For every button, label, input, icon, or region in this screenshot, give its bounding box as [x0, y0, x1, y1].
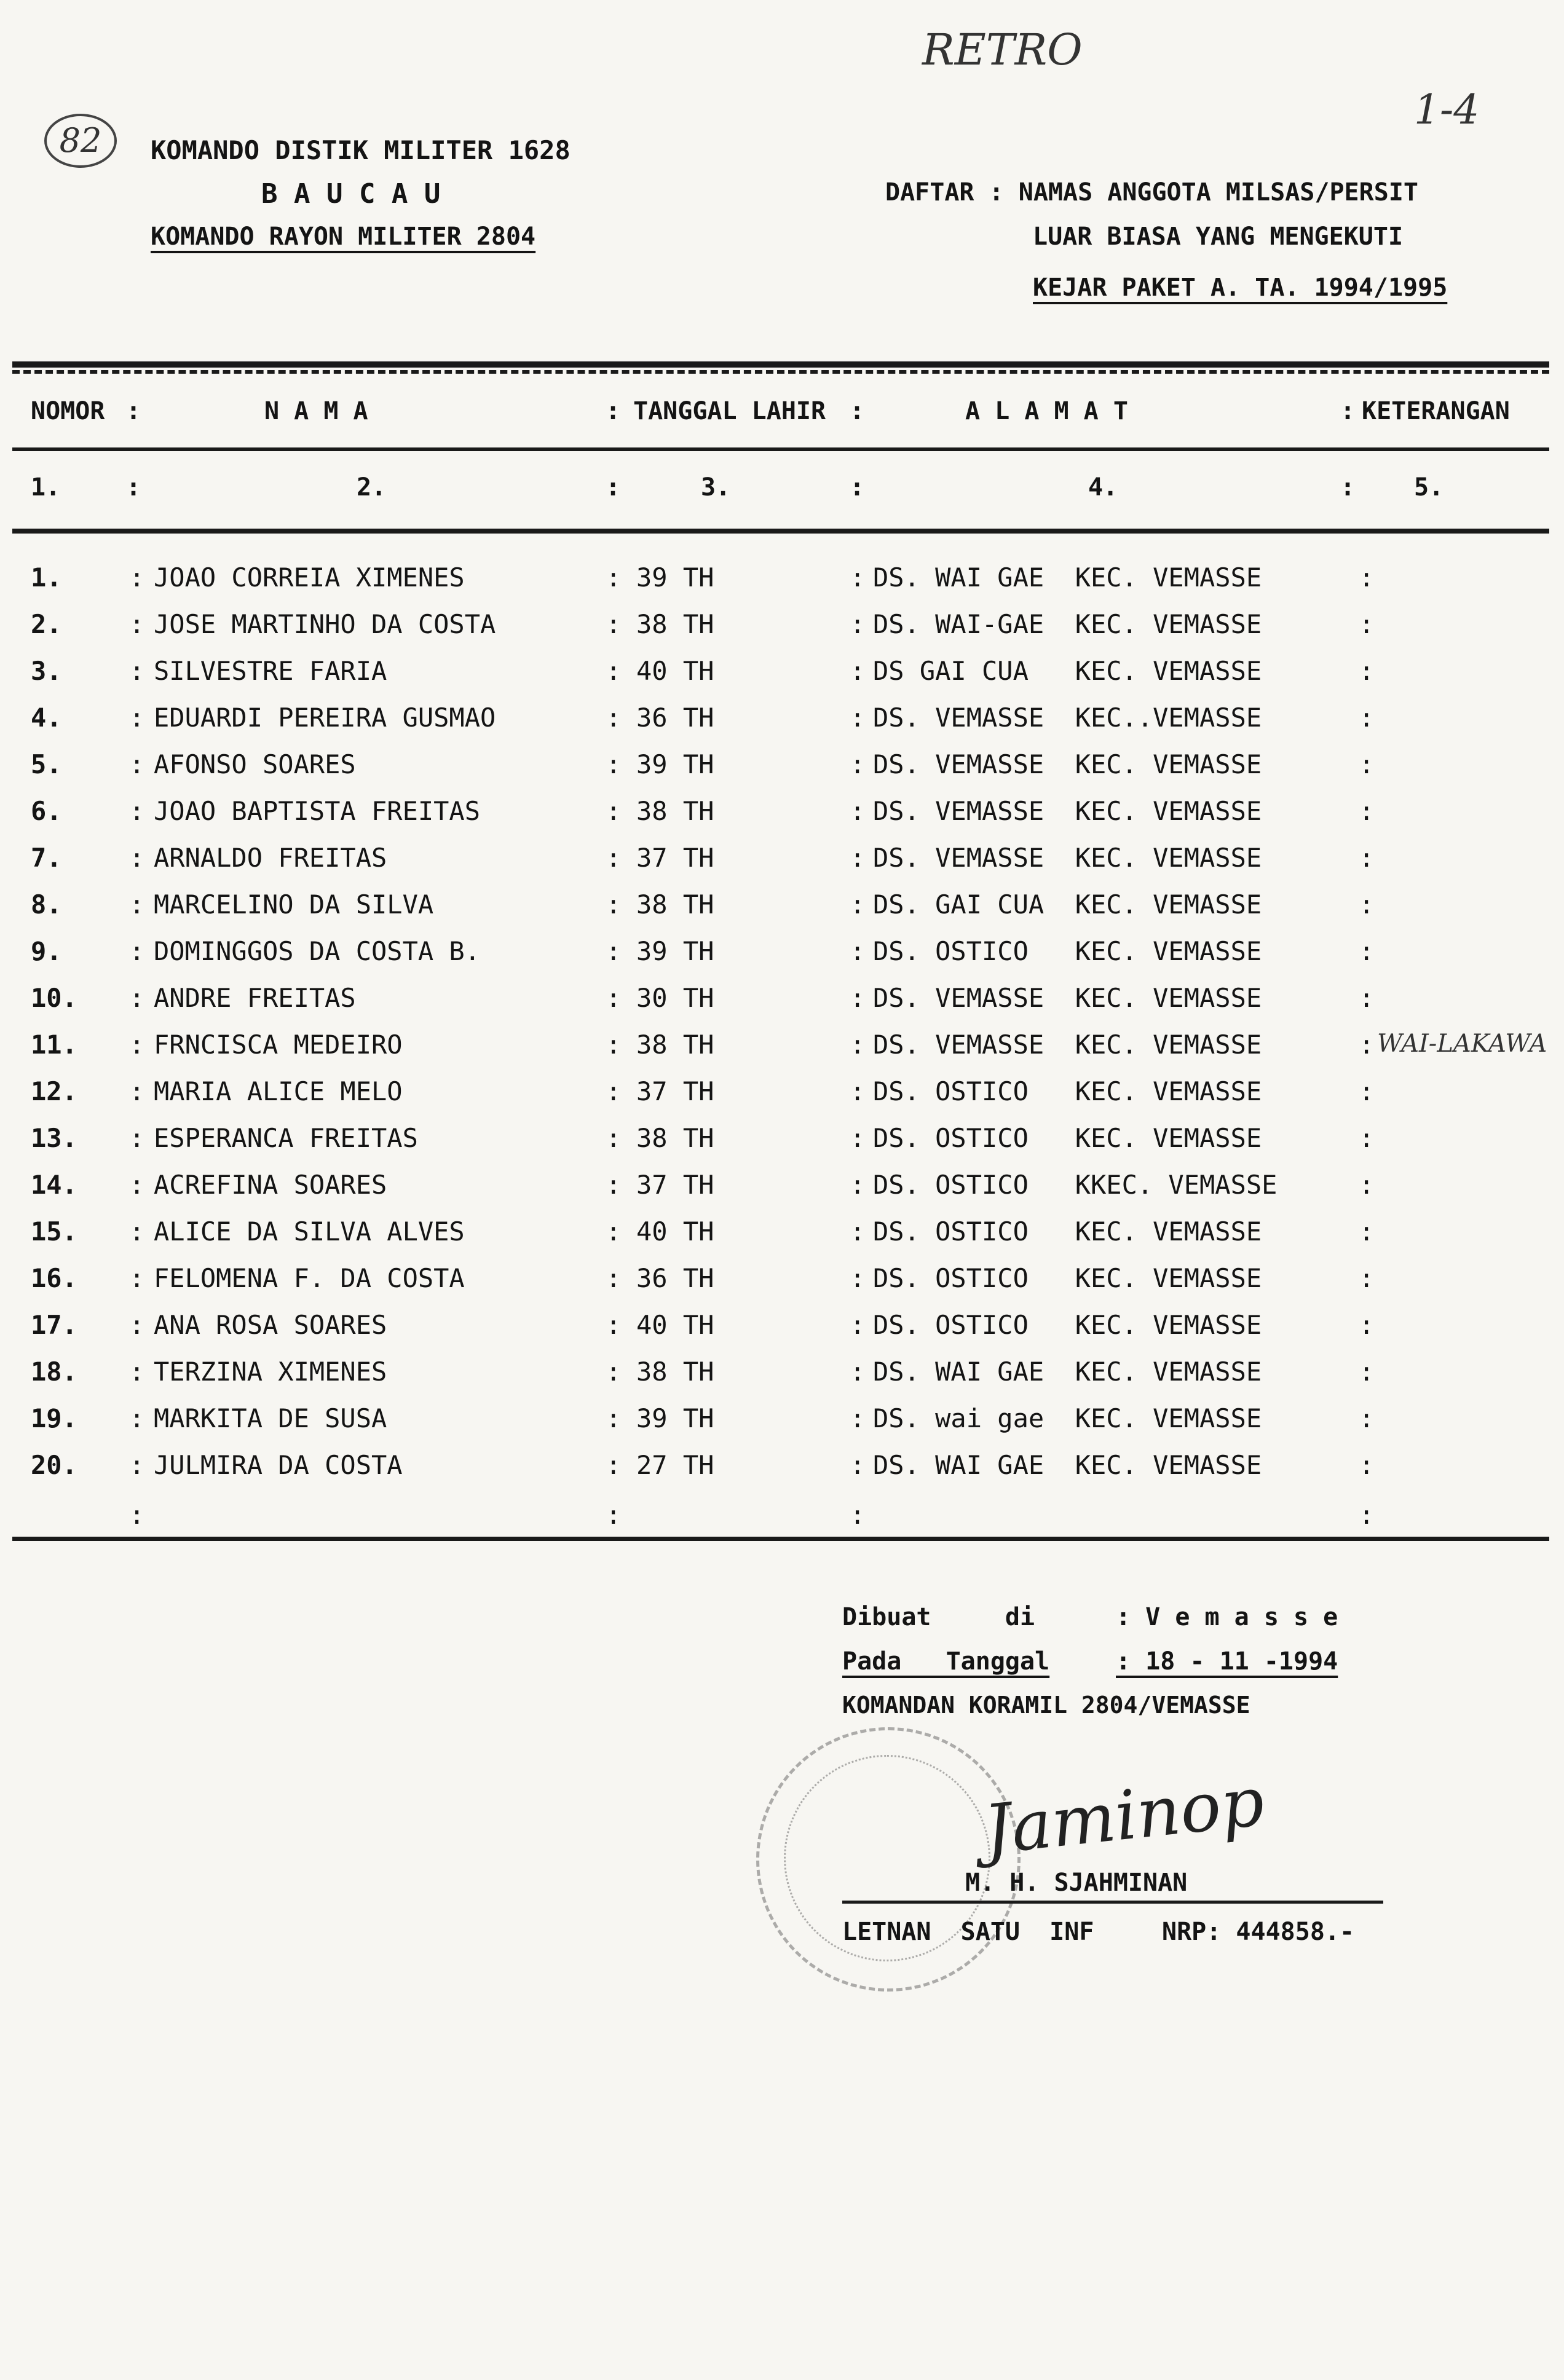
row-address: DS. OSTICO KEC. VEMASSE: [873, 1123, 1262, 1153]
header-sep-2: :: [606, 397, 621, 425]
body-top-rule: [12, 529, 1549, 534]
row-sep: :: [129, 1263, 145, 1293]
row-sep: :: [129, 1403, 145, 1433]
row-number: 15.: [31, 1216, 77, 1247]
row-name: ACREFINA SOARES: [154, 1170, 387, 1200]
row-sep: :: [850, 1357, 866, 1387]
row-address: DS. VEMASSE KEC. VEMASSE: [873, 983, 1262, 1013]
table-top-dashed-rule: [12, 370, 1549, 374]
table-row: [0, 936, 1564, 983]
row-name: TERZINA XIMENES: [154, 1357, 387, 1387]
row-sep: :: [129, 889, 145, 920]
row-sep: :: [1359, 609, 1375, 639]
signer-nrp: NRP: 444858.-: [1162, 1918, 1355, 1946]
signer-rank: LETNAN SATU INF: [842, 1918, 1094, 1946]
handwritten-page-ref: 1-4: [1414, 86, 1480, 133]
row-name: FRNCISCA MEDEIRO: [154, 1030, 403, 1060]
row-address: DS. OSTICO KEC. VEMASSE: [873, 936, 1262, 966]
row-sep: :: [606, 562, 622, 593]
row-sep: :: [606, 749, 622, 779]
row-age: 39 TH: [636, 936, 714, 966]
row-number: 18.: [31, 1357, 77, 1387]
row-age: 37 TH: [636, 843, 714, 873]
row-address: DS. OSTICO KEC. VEMASSE: [873, 1076, 1262, 1106]
row-sep: :: [850, 749, 866, 779]
row-sep: :: [850, 562, 866, 593]
row-sep: :: [850, 1310, 866, 1340]
row-sep: :: [606, 889, 622, 920]
row-sep: :: [606, 936, 622, 966]
row-number: 7.: [31, 843, 62, 873]
row-age: 37 TH: [636, 1170, 714, 1200]
row-sep: :: [850, 983, 866, 1013]
row-sep: :: [850, 609, 866, 639]
signer-name: M. H. SJAHMINAN: [965, 1869, 1188, 1897]
row-sep: :: [606, 983, 622, 1013]
commander-title: KOMANDAN KORAMIL 2804/VEMASSE: [842, 1692, 1250, 1719]
table-row: [0, 609, 1564, 656]
header-left-line3: KOMANDO RAYON MILITER 2804: [151, 223, 536, 251]
row-age: 40 TH: [636, 1216, 714, 1247]
row-sep: :: [129, 843, 145, 873]
table-row: [0, 1310, 1564, 1357]
table-row: [0, 1403, 1564, 1450]
row-name: JULMIRA DA COSTA: [154, 1450, 403, 1480]
row-sep: :: [606, 796, 622, 826]
row-address: DS. wai gae KEC. VEMASSE: [873, 1403, 1262, 1433]
row-sep: :: [129, 703, 145, 733]
row-number: 13.: [31, 1123, 77, 1153]
signature: Jaminop: [980, 1762, 1268, 1870]
handwritten-top-note: RETRO: [922, 25, 1083, 75]
row-address: DS. WAI-GAE KEC. VEMASSE: [873, 609, 1262, 639]
table-row: [0, 656, 1564, 703]
row-sep: :: [606, 1310, 622, 1340]
row-address: DS. WAI GAE KEC. VEMASSE: [873, 1357, 1262, 1387]
row-sep: :: [606, 1076, 622, 1106]
table-row: [0, 889, 1564, 936]
colnum-1: 1.: [31, 473, 61, 502]
trailing-sep-4: :: [1359, 1500, 1375, 1530]
row-age: 40 TH: [636, 1310, 714, 1340]
row-sep: :: [850, 889, 866, 920]
circled-number: 82: [44, 114, 117, 168]
header-left-line1: KOMANDO DISTIK MILITER 1628: [151, 135, 571, 165]
row-age: 36 TH: [636, 703, 714, 733]
made-at-label: Dibuat di: [842, 1603, 1035, 1631]
row-sep: :: [1359, 1310, 1375, 1340]
header-left-line2: B A U C A U: [261, 178, 441, 210]
row-sep: :: [606, 1030, 622, 1060]
row-sep: :: [850, 703, 866, 733]
row-sep: :: [1359, 1030, 1375, 1060]
row-name: MARKITA DE SUSA: [154, 1403, 387, 1433]
row-age: 38 TH: [636, 1123, 714, 1153]
row-sep: :: [1359, 843, 1375, 873]
row-sep: :: [129, 936, 145, 966]
colnum-2: 2.: [357, 473, 387, 502]
row-number: 3.: [31, 656, 62, 686]
row-name: JOAO CORREIA XIMENES: [154, 562, 465, 593]
trailing-sep-1: :: [129, 1500, 145, 1530]
row-sep: :: [129, 1450, 145, 1480]
row-sep: :: [850, 1403, 866, 1433]
row-sep: :: [129, 796, 145, 826]
row-number: 6.: [31, 796, 62, 826]
row-age: 36 TH: [636, 1263, 714, 1293]
table-row: [0, 1263, 1564, 1310]
row-sep: :: [850, 1123, 866, 1153]
row-sep: :: [1359, 703, 1375, 733]
row-sep: :: [606, 609, 622, 639]
header-right-line2: LUAR BIASA YANG MENGEKUTI: [1033, 223, 1404, 251]
row-sep: :: [1359, 656, 1375, 686]
row-sep: :: [129, 1030, 145, 1060]
row-number: 10.: [31, 983, 77, 1013]
row-name: ANA ROSA SOARES: [154, 1310, 387, 1340]
header-sep-3: :: [850, 397, 865, 425]
row-sep: :: [850, 1170, 866, 1200]
row-sep: :: [606, 843, 622, 873]
row-sep: :: [1359, 1123, 1375, 1153]
row-name: EDUARDI PEREIRA GUSMAO: [154, 703, 496, 733]
row-sep: :: [129, 562, 145, 593]
colnum-5: 5.: [1414, 473, 1444, 502]
colnum-sep-2: :: [606, 473, 621, 502]
row-sep: :: [129, 1216, 145, 1247]
row-sep: :: [606, 1450, 622, 1480]
colnum-4: 4.: [1088, 473, 1118, 502]
row-sep: :: [606, 1123, 622, 1153]
row-address: DS. VEMASSE KEC. VEMASSE: [873, 1030, 1262, 1060]
row-address: DS. OSTICO KKEC. VEMASSE: [873, 1170, 1278, 1200]
row-age: 38 TH: [636, 889, 714, 920]
row-sep: :: [1359, 562, 1375, 593]
row-sep: :: [606, 656, 622, 686]
trailing-sep-3: :: [850, 1500, 866, 1530]
row-age: 39 TH: [636, 1403, 714, 1433]
header-right-line3: KEJAR PAKET A. TA. 1994/1995: [1033, 274, 1448, 302]
row-address: DS. VEMASSE KEC. VEMASSE: [873, 749, 1262, 779]
row-sep: :: [1359, 1450, 1375, 1480]
table-row: [0, 1450, 1564, 1497]
row-name: ALICE DA SILVA ALVES: [154, 1216, 465, 1247]
row-address: DS. VEMASSE KEC. VEMASSE: [873, 843, 1262, 873]
row-age: 39 TH: [636, 749, 714, 779]
row-number: 12.: [31, 1076, 77, 1106]
header-keterangan: KETERANGAN: [1362, 397, 1510, 425]
row-name: ESPERANCA FREITAS: [154, 1123, 418, 1153]
header-sep-4: :: [1340, 397, 1356, 425]
table-row: [0, 1357, 1564, 1403]
row-name: AFONSO SOARES: [154, 749, 356, 779]
header-right-line1: DAFTAR : NAMAS ANGGOTA MILSAS/PERSIT: [885, 178, 1418, 207]
row-number: 9.: [31, 936, 62, 966]
header-alamat: A L A M A T: [965, 397, 1128, 425]
row-address: DS. OSTICO KEC. VEMASSE: [873, 1310, 1262, 1340]
row-note: WAI-LAKAWA: [1377, 1030, 1547, 1058]
row-number: 11.: [31, 1030, 77, 1060]
row-age: 38 TH: [636, 609, 714, 639]
trailing-sep-2: :: [606, 1500, 622, 1530]
table-row: [0, 1123, 1564, 1170]
row-sep: :: [129, 1170, 145, 1200]
row-sep: :: [850, 1450, 866, 1480]
row-number: 4.: [31, 703, 62, 733]
table-row: [0, 796, 1564, 843]
row-sep: :: [606, 1403, 622, 1433]
row-sep: :: [1359, 889, 1375, 920]
row-sep: :: [129, 656, 145, 686]
row-age: 30 TH: [636, 983, 714, 1013]
table-row: [0, 562, 1564, 609]
row-address: DS. VEMASSE KEC. VEMASSE: [873, 796, 1262, 826]
row-age: 38 TH: [636, 1030, 714, 1060]
row-age: 38 TH: [636, 796, 714, 826]
row-sep: :: [606, 1263, 622, 1293]
colnum-sep-3: :: [850, 473, 865, 502]
row-age: 40 TH: [636, 656, 714, 686]
row-sep: :: [1359, 1216, 1375, 1247]
row-sep: :: [850, 843, 866, 873]
row-sep: :: [850, 796, 866, 826]
row-sep: :: [606, 1170, 622, 1200]
row-sep: :: [1359, 1170, 1375, 1200]
row-address: DS. OSTICO KEC. VEMASSE: [873, 1216, 1262, 1247]
table-row: [0, 1030, 1564, 1076]
row-name: JOSE MARTINHO DA COSTA: [154, 609, 496, 639]
header-tanggal-lahir: TANGGAL LAHIR: [633, 397, 826, 425]
row-name: JOAO BAPTISTA FREITAS: [154, 796, 481, 826]
row-number: 17.: [31, 1310, 77, 1340]
colnum-3: 3.: [701, 473, 731, 502]
row-name: SILVESTRE FARIA: [154, 656, 387, 686]
table-bottom-rule: [12, 1537, 1549, 1541]
row-number: 1.: [31, 562, 62, 593]
row-number: 2.: [31, 609, 62, 639]
made-at-value: : V e m a s s e: [1116, 1603, 1338, 1631]
row-sep: :: [1359, 749, 1375, 779]
date-label: Pada Tanggal: [842, 1647, 1050, 1676]
row-age: 38 TH: [636, 1357, 714, 1387]
row-address: DS. WAI GAE KEC. VEMASSE: [873, 1450, 1262, 1480]
header-nomor: NOMOR: [31, 397, 105, 425]
row-address: DS. OSTICO KEC. VEMASSE: [873, 1263, 1262, 1293]
row-sep: :: [850, 936, 866, 966]
row-number: 16.: [31, 1263, 77, 1293]
table-row: [0, 843, 1564, 889]
row-name: FELOMENA F. DA COSTA: [154, 1263, 465, 1293]
row-number: 14.: [31, 1170, 77, 1200]
row-sep: :: [850, 1076, 866, 1106]
table-row: [0, 1216, 1564, 1263]
row-sep: :: [129, 983, 145, 1013]
header-divider: [12, 447, 1549, 451]
row-sep: :: [1359, 936, 1375, 966]
colnum-sep-4: :: [1340, 473, 1356, 502]
row-sep: :: [129, 1076, 145, 1106]
row-sep: :: [1359, 983, 1375, 1013]
row-number: 5.: [31, 749, 62, 779]
row-sep: :: [1359, 1263, 1375, 1293]
row-sep: :: [129, 749, 145, 779]
date-value: : 18 - 11 -1994: [1116, 1647, 1338, 1676]
row-sep: :: [850, 1263, 866, 1293]
row-name: ANDRE FREITAS: [154, 983, 356, 1013]
row-number: 20.: [31, 1450, 77, 1480]
row-age: 37 TH: [636, 1076, 714, 1106]
row-number: 19.: [31, 1403, 77, 1433]
row-address: DS. WAI GAE KEC. VEMASSE: [873, 562, 1262, 593]
row-name: ARNALDO FREITAS: [154, 843, 387, 873]
row-sep: :: [1359, 1076, 1375, 1106]
row-sep: :: [850, 1030, 866, 1060]
row-name: DOMINGGOS DA COSTA B.: [154, 936, 481, 966]
row-sep: :: [606, 1216, 622, 1247]
row-sep: :: [129, 1357, 145, 1387]
row-sep: :: [606, 1357, 622, 1387]
official-stamp: [756, 1727, 1021, 1992]
header-nama: N A M A: [264, 397, 368, 425]
colnum-sep-1: :: [126, 473, 141, 502]
table-row: [0, 983, 1564, 1030]
table-row: [0, 1076, 1564, 1123]
row-address: DS. GAI CUA KEC. VEMASSE: [873, 889, 1262, 920]
row-address: DS. VEMASSE KEC..VEMASSE: [873, 703, 1262, 733]
row-name: MARIA ALICE MELO: [154, 1076, 403, 1106]
table-row: [0, 1170, 1564, 1216]
row-sep: :: [129, 609, 145, 639]
table-top-rule: [12, 361, 1549, 368]
table-row: [0, 703, 1564, 749]
row-age: 39 TH: [636, 562, 714, 593]
table-row: [0, 749, 1564, 796]
row-sep: :: [1359, 796, 1375, 826]
header-sep-1: :: [126, 397, 141, 425]
row-sep: :: [129, 1123, 145, 1153]
row-sep: :: [850, 656, 866, 686]
row-sep: :: [1359, 1403, 1375, 1433]
signer-underline: [842, 1901, 1383, 1904]
row-name: MARCELINO DA SILVA: [154, 889, 434, 920]
row-sep: :: [1359, 1357, 1375, 1387]
row-sep: :: [850, 1216, 866, 1247]
row-number: 8.: [31, 889, 62, 920]
row-address: DS GAI CUA KEC. VEMASSE: [873, 656, 1262, 686]
row-sep: :: [129, 1310, 145, 1340]
row-sep: :: [606, 703, 622, 733]
row-age: 27 TH: [636, 1450, 714, 1480]
